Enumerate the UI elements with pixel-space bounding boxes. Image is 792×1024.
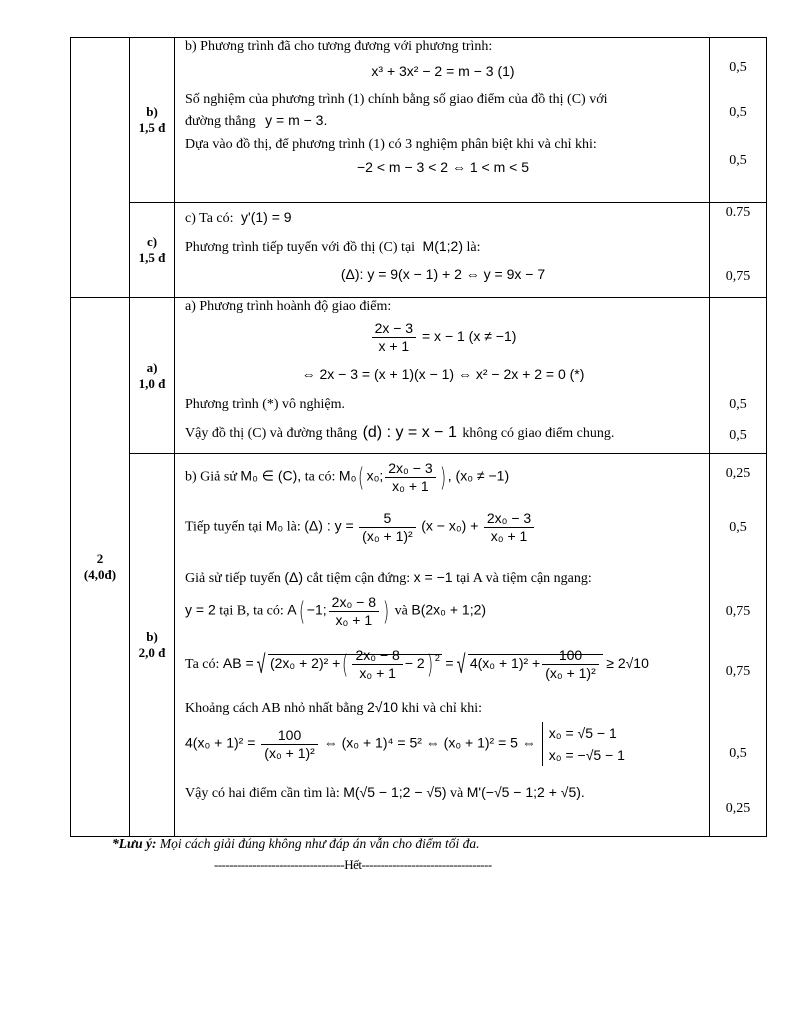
part-label: b)	[146, 629, 158, 644]
text-fragment: tại B, ta có:	[219, 603, 284, 619]
equation: x³ + 3x² − 2 = m − 3 (1)	[371, 63, 515, 79]
equation: A	[287, 601, 297, 618]
equation: M(√5 − 1;2 − √5)	[343, 784, 447, 800]
numerator: 2x₀ − 8	[352, 647, 402, 665]
text-line: b) Giả sử M₀ ∈ (C), ta có: M₀( x₀; $\frac{\text{2x₀ − 3}}{\text{x₀ + 1}}$ ) , (x₀ ≠ −1)	[185, 460, 510, 494]
fraction	[542, 647, 599, 682]
text-line	[185, 112, 327, 130]
numerator: 100	[261, 727, 318, 745]
question-number: 2	[96, 551, 104, 566]
sqrt-body: (2x₀ + 2)² +( $\frac{\text{2x₀ − 8}}{\text{x₀ + 1}}$ − 2) $^2$	[269, 647, 440, 681]
equation: (x − x₀) +	[421, 517, 479, 534]
part-label: c)	[146, 234, 158, 249]
content-cell	[175, 38, 710, 203]
equation: x₀;	[366, 467, 384, 484]
text-fragment: Vậy đồ thị (C) và đường thẳng	[185, 426, 358, 441]
text-fragment: Phương trình tiếp tuyến với đồ thị (C) tại	[185, 240, 416, 255]
part-cell	[130, 38, 175, 203]
numerator: 2x₀ − 8	[329, 594, 379, 612]
part-label: b)	[146, 104, 158, 119]
score-value: 0,5	[729, 105, 747, 120]
text-line	[185, 238, 481, 256]
equation-rhs: = x − 1 (x ≠ −1)	[421, 328, 517, 345]
equation: − 2	[404, 655, 425, 672]
text-line: Dựa vào đồ thị, để phương trình (1) có 3 nghiệm phân biệt khi và chỉ khi:	[185, 137, 597, 152]
text-line: y = 2 tại B, ta có: A( −1; $\frac{\text{2x₀ − 8}}{\text{x₀ + 1}}$ ) và B(2x₀ + 1;2)	[185, 594, 487, 628]
equation: y = m − 3.	[265, 112, 328, 128]
text-fragment: c) Ta có:	[185, 211, 234, 226]
text-fragment: và	[450, 786, 464, 801]
solution: x₀ = √5 − 1	[548, 725, 617, 741]
equation: =	[445, 655, 454, 672]
fraction	[385, 460, 435, 495]
score-value: 0,75	[725, 604, 751, 619]
equation: M₀	[265, 517, 284, 534]
equation: y'(1) = 9	[241, 209, 292, 225]
equation: M₀ ∈ (C),	[240, 467, 302, 484]
note-text: Mọi cách giải đúng không như đáp án vẫn cho điểm tối đa.	[159, 836, 480, 851]
equation: AB =	[222, 655, 254, 672]
fraction	[359, 510, 416, 545]
fraction	[329, 594, 379, 629]
fraction	[372, 320, 417, 355]
text-line: Phương trình (*) vô nghiệm.	[185, 397, 346, 412]
text-fragment: b) Giả sử	[185, 469, 237, 485]
equation: M(1;2)	[422, 238, 463, 254]
text-line	[185, 722, 625, 766]
score-value: 0,75	[725, 664, 751, 679]
content-cell	[175, 454, 710, 837]
question-cell	[71, 298, 130, 837]
part-points: 1,0 đ	[138, 375, 166, 391]
text-fragment: và	[394, 603, 408, 619]
text-fragment: Giả sử tiếp tuyến	[185, 571, 281, 586]
text-fragment: cắt tiệm cận đứng:	[306, 571, 411, 586]
score-value: 0,5	[729, 746, 747, 761]
denominator: x + 1	[378, 338, 410, 354]
equation: 4(x₀ + 1)² +	[469, 655, 541, 672]
part-points: 1,5 đ	[138, 120, 166, 135]
note-label: *Lưu ý:	[112, 836, 157, 851]
text-fragment: là:	[466, 240, 481, 255]
equation: ≥ 2√10	[606, 655, 649, 672]
score-value: 0,5	[729, 397, 747, 412]
equation: (Δ) : y =	[304, 517, 354, 534]
equation: −1;	[306, 601, 327, 618]
equation: 2√10	[366, 699, 399, 715]
solution-set	[542, 722, 625, 766]
footnote	[112, 836, 480, 852]
answer-table	[70, 37, 767, 837]
equation	[185, 320, 701, 355]
score-value: 0,25	[725, 466, 751, 481]
table-row	[71, 298, 767, 454]
text-line: a) Phương trình hoành độ giao điểm:	[185, 299, 392, 314]
score-cell	[710, 454, 767, 837]
part-cell	[130, 454, 175, 837]
end-marker: ----------------------------------Hết----------------------------------	[214, 857, 492, 872]
part-cell	[130, 203, 175, 298]
fraction	[261, 727, 318, 762]
score-cell	[710, 38, 767, 203]
question-points: (4,0đ)	[83, 567, 117, 582]
table-row	[71, 203, 767, 298]
score-value: 0,5	[729, 60, 747, 75]
denominator: x₀ + 1	[335, 612, 373, 628]
equation: x = −1	[413, 569, 453, 585]
equation: M₀	[338, 467, 357, 484]
score-cell	[710, 203, 767, 298]
equation: ⇔ 2x − 3 = (x + 1)(x − 1) ⇔ x² − 2x + 2 = 0 (*)	[301, 366, 585, 382]
equation: y = 2	[185, 601, 216, 618]
text-line	[185, 699, 482, 717]
equation: −2 < m − 3 < 2 ⇔ 1 < m < 5	[357, 159, 529, 175]
equation: , (x₀ ≠ −1)	[447, 467, 510, 484]
denominator: (x₀ + 1)²	[264, 744, 315, 761]
text-line	[185, 569, 592, 587]
denominator: x₀ + 1	[490, 528, 528, 544]
text-fragment: Vậy có hai điểm cần tìm là:	[185, 786, 340, 801]
content-cell	[175, 298, 710, 454]
table-row	[71, 454, 767, 837]
numerator: 2x − 3	[372, 320, 417, 338]
equation: M'(−√5 − 1;2 + √5).	[466, 784, 585, 800]
score-cell	[710, 298, 767, 454]
denominator: x₀ + 1	[392, 478, 429, 494]
equation: (Δ): y = 9(x − 1) + 2 ⇔ y = 9x − 7	[340, 266, 546, 282]
score-value: 0,5	[729, 520, 747, 535]
text-fragment: khi và chỉ khi:	[401, 701, 483, 716]
text-line	[185, 424, 614, 442]
text-line: Số nghiệm của phương trình (1) chính bằng số giao điểm của đồ thị (C) với	[185, 92, 608, 107]
equation: (2x₀ + 2)² +	[269, 655, 341, 672]
text-line: Ta có: AB = √ (2x₀ + 2)² +( $\frac{\text{2x₀ − 8}}{\text{x₀ + 1}}$ − 2) $^2$ = √ 4(x₀ + 1)² + $\frac{100}{\text{(x₀ + 1)²}}$ ≥ 2√10	[185, 647, 649, 681]
text-fragment: Khoảng cách AB nhỏ nhất bằng	[185, 701, 364, 716]
denominator: (x₀ + 1)²	[362, 528, 413, 544]
score-value: 0,75	[725, 269, 751, 284]
text-fragment: tại A và tiệm cận ngang:	[456, 571, 592, 586]
score-value: 0.75	[725, 205, 751, 220]
sqrt-body	[468, 647, 603, 681]
numerator: 100	[542, 647, 599, 665]
text-fragment: Tiếp tuyến tại	[185, 519, 263, 535]
equation: 4(x₀ + 1)² =	[185, 734, 256, 751]
score-value: 0,25	[725, 801, 751, 816]
text-fragment: là:	[286, 519, 301, 535]
equation: (Δ)	[284, 569, 304, 585]
table-row	[71, 38, 767, 203]
numerator: 2x₀ − 3	[385, 460, 435, 478]
denominator: (x₀ + 1)²	[545, 665, 596, 681]
part-label: a)	[146, 359, 158, 375]
part-cell	[130, 298, 175, 454]
text-line	[185, 209, 292, 227]
text-fragment: Ta có:	[185, 657, 220, 673]
text-line	[185, 784, 585, 802]
numerator: 5	[359, 510, 416, 528]
equation: (d) : y = x − 1	[362, 424, 457, 441]
content-cell	[175, 203, 710, 298]
fraction	[484, 510, 534, 545]
text-fragment: đường thẳng	[185, 114, 256, 129]
score-value: 0,5	[729, 153, 747, 168]
question-cell-empty	[71, 38, 130, 298]
numerator: 2x₀ − 3	[484, 510, 534, 528]
score-value: 0,5	[729, 428, 747, 443]
text-fragment: ta có:	[304, 469, 336, 485]
equation: ⇔ (x₀ + 1)⁴ = 5² ⇔ (x₀ + 1)² = 5 ⇔	[323, 734, 536, 751]
denominator: x₀ + 1	[359, 665, 396, 681]
equation: B(2x₀ + 1;2)	[411, 601, 487, 618]
solution: x₀ = −√5 − 1	[548, 747, 625, 763]
text-line: b) Phương trình đã cho tương đương với phương trình:	[185, 39, 493, 54]
part-points: 1,5 đ	[138, 250, 166, 265]
fraction	[352, 647, 402, 682]
text-line	[185, 510, 536, 545]
part-points: 2,0 đ	[138, 645, 166, 660]
text-fragment: không có giao điểm chung.	[462, 426, 615, 441]
